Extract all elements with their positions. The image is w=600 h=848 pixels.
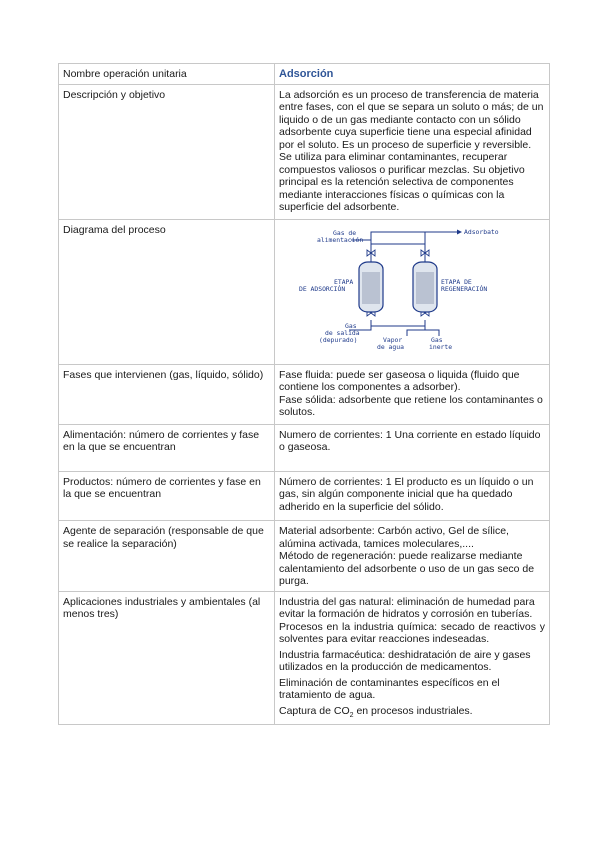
co2-text: Captura de CO bbox=[279, 704, 350, 717]
aplicaciones-text-2: Procesos en la industria química: secado de reactivos y solventes para evitar reacciones indeseadas. bbox=[279, 620, 545, 645]
table-row-fases bbox=[59, 364, 550, 424]
header-label: Nombre operación unitaria bbox=[59, 64, 275, 85]
co2-text-tail: en procesos industriales. bbox=[353, 704, 473, 717]
fases-text-2: Fase sólida: adsorbente que retiene los contaminantes o solutos. bbox=[279, 393, 543, 418]
label-etapa-regeneracion-1: ETAPA DE bbox=[441, 277, 472, 286]
row-value bbox=[275, 424, 550, 471]
label-gas-salida-3: (depurado) bbox=[319, 335, 358, 344]
row-value bbox=[275, 521, 550, 592]
label-etapa-adsorcion-2: DE ADSORCIÓN bbox=[299, 284, 346, 293]
descripcion-text-1: La adsorción es un proceso de transferencia de materia entre fases, con el que se separa un soluto o más; de un liquido o de un gas mediante contacto con un sólido adsorbente cuya superficie tiene una especial afinidad por el soluto. Es un proceso de superficie y reversible. bbox=[279, 88, 544, 151]
label-adsorbato: Adsorbato bbox=[464, 227, 499, 236]
agente-text-1: Material adsorbente: Carbón activo, Gel de sílice, alúmina activada, tamices moleculares,.... bbox=[279, 525, 509, 550]
table-row-descripcion bbox=[59, 84, 550, 219]
label-gas-alimentacion-2: alimentación bbox=[317, 235, 364, 244]
label-vapor-2: de agua bbox=[377, 342, 404, 351]
descripcion-text-2: Se utiliza para eliminar contaminantes, recuperar compuestos valiosos o purificar mezclas. Su objetivo principal es la retención selectiva de componentes mediante interacciones físicas o químicas con la superficie del adsorbente. bbox=[279, 151, 525, 213]
label-vapor-1: Vapor bbox=[383, 335, 403, 344]
productos-text-1: Número de corrientes: 1 El producto es un líquido o un gas, sin algún componente inicial que ha quedado adherido en la superficie del sólido. bbox=[279, 475, 534, 513]
table-row-diagrama bbox=[59, 219, 550, 364]
aplicaciones-text-3: Industria farmacéutica: deshidratación de aire y gases utilizados en la producción de medicamentos. bbox=[279, 648, 531, 673]
row-label: Productos: número de corrientes y fase en la que se encuentran bbox=[59, 471, 275, 521]
row-label: Alimentación: número de corrientes y fase en la que se encuentran bbox=[59, 424, 275, 471]
table-row-alimentacion bbox=[59, 424, 550, 471]
fases-text-1: Fase fluida: puede ser gaseosa o liquida (fluido que contiene los componentes a adsorber). bbox=[279, 368, 520, 393]
row-label: Diagrama del proceso bbox=[59, 219, 275, 364]
row-label: Agente de separación (responsable de que se realice la separación) bbox=[59, 521, 275, 592]
label-etapa-adsorcion-1: ETAPA bbox=[334, 277, 354, 286]
label-gas-salida-2: de salida bbox=[325, 328, 360, 337]
row-label: Aplicaciones industriales y ambientales (al menos tres) bbox=[59, 591, 275, 725]
label-etapa-regeneracion-2: REGENERACIÓN bbox=[441, 284, 488, 293]
row-value bbox=[275, 84, 550, 219]
header-title bbox=[275, 64, 550, 85]
label-gas-inerte-2: inerte bbox=[429, 342, 453, 351]
table-row-agente bbox=[59, 521, 550, 592]
operation-table bbox=[58, 63, 550, 725]
row-value bbox=[275, 364, 550, 424]
aplicaciones-text-1: Industria del gas natural: eliminación de humedad para evitar la formación de hidratos y corrosión en tuberías. bbox=[279, 595, 535, 620]
aplicaciones-text-4: Eliminación de contaminantes específicos en el tratamiento de agua. bbox=[279, 676, 500, 701]
row-label: Descripción y objetivo bbox=[59, 84, 275, 219]
alimentacion-text-1: Numero de corrientes: 1 Una corriente en estado líquido o gaseosa. bbox=[279, 428, 541, 453]
agente-text-2: Método de regeneración: puede realizarse mediante calentamiento del adsorbente o uso de un gas seco de purga. bbox=[279, 550, 535, 587]
aplicaciones-text-5 bbox=[279, 705, 545, 718]
label-gas-salida-1: Gas bbox=[345, 321, 357, 330]
row-label: Fases que intervienen (gas, líquido, sólido) bbox=[59, 364, 275, 424]
row-value bbox=[275, 591, 550, 725]
operation-title: Adsorción bbox=[279, 68, 334, 80]
co2-subscript: 2 bbox=[349, 711, 354, 719]
adsorbate-line bbox=[371, 232, 425, 262]
process-diagram bbox=[279, 222, 537, 360]
label-gas-inerte-1: Gas bbox=[431, 335, 443, 344]
table-row-productos bbox=[59, 471, 550, 521]
row-value bbox=[275, 219, 550, 364]
row-value bbox=[275, 471, 550, 521]
label-gas-alimentacion-1: Gas de bbox=[333, 228, 357, 237]
table-row-aplicaciones bbox=[59, 591, 550, 725]
table-row-header bbox=[59, 64, 550, 85]
